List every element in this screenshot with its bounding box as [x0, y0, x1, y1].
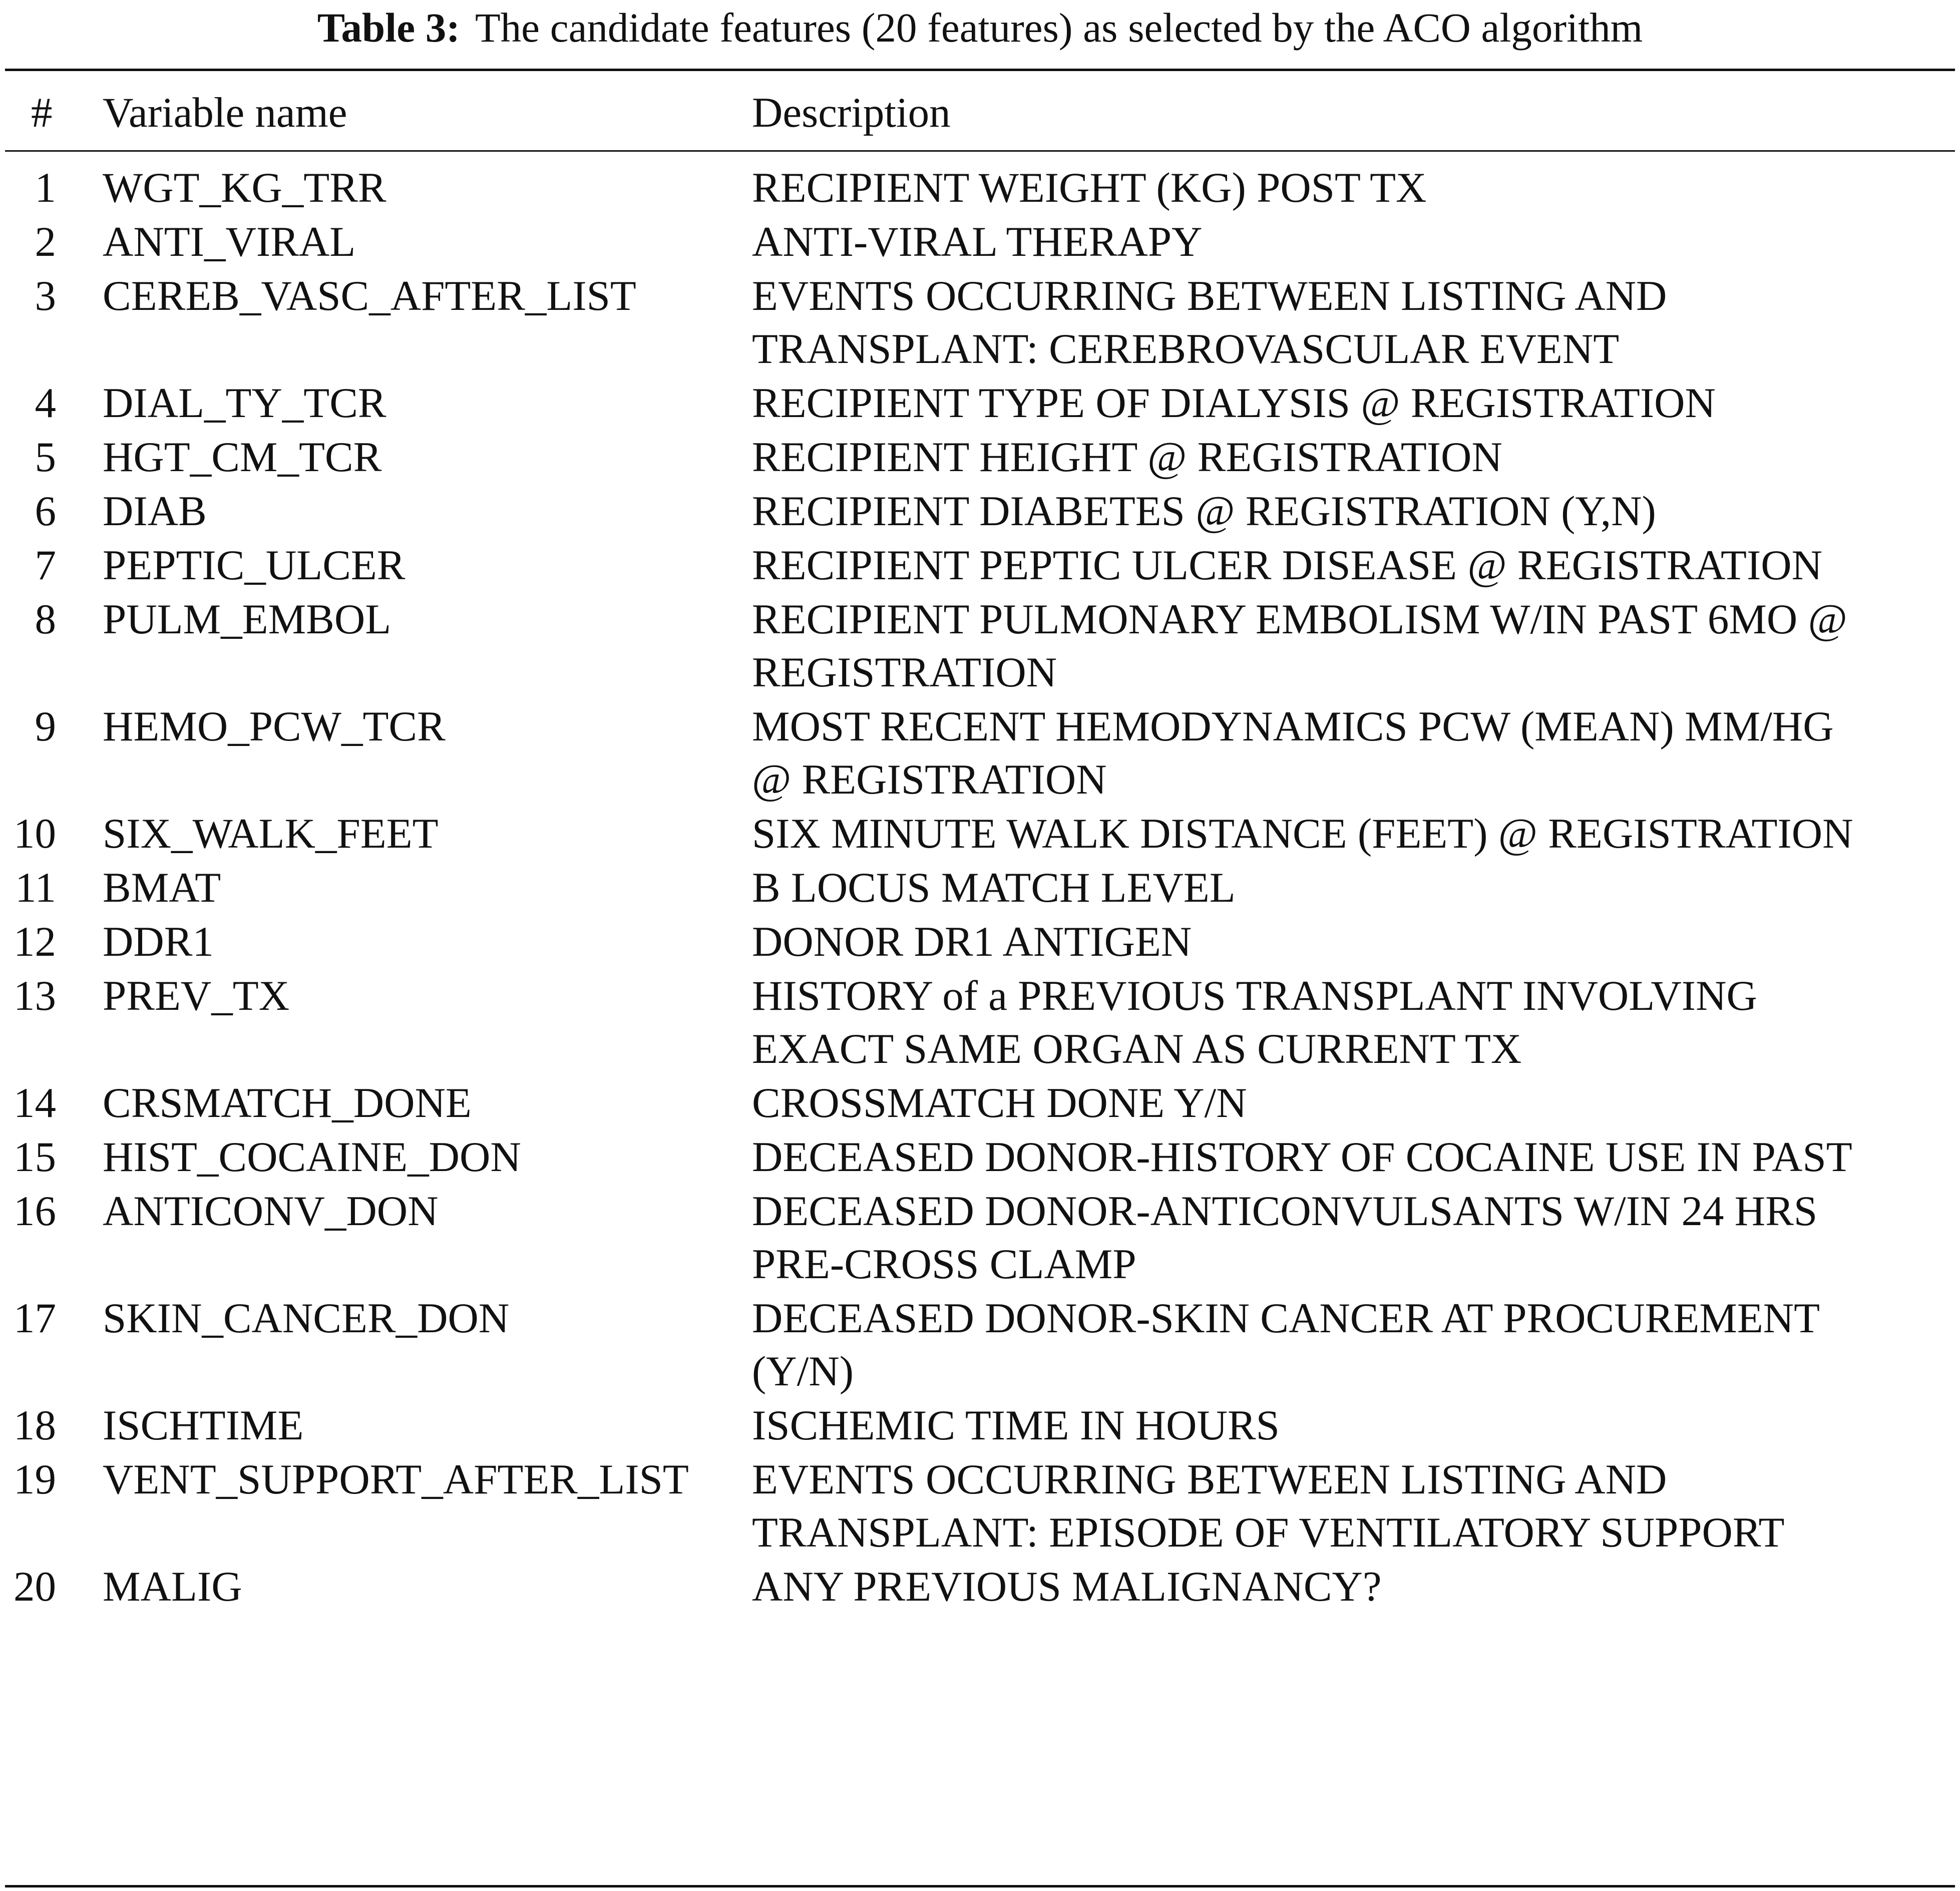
row-description-line: HISTORY of a PREVIOUS TRANSPLANT INVOLVING — [752, 972, 1757, 1019]
row-description-line: EVENTS OCCURRING BETWEEN LISTING AND — [752, 272, 1667, 319]
row-number: 15 — [14, 1133, 56, 1181]
row-description-line: (Y/N) — [752, 1348, 854, 1395]
table-row — [0, 1452, 1960, 1559]
row-description — [752, 484, 1953, 538]
row-number: 20 — [14, 1563, 56, 1610]
row-number: 2 — [35, 218, 56, 265]
row-description-line: MOST RECENT HEMODYNAMICS PCW (MEAN) MM/HG — [752, 703, 1834, 750]
row-number: 5 — [35, 434, 56, 481]
row-description — [752, 860, 1953, 914]
row-variable-name: PREV_TX — [103, 972, 290, 1019]
row-number: 10 — [14, 810, 56, 857]
row-variable-name: MALIG — [103, 1563, 242, 1610]
row-variable-name: CEREB_VASC_AFTER_LIST — [103, 272, 636, 319]
table-caption-text: The candidate features (20 features) as selected by the ACO algorithm — [475, 5, 1643, 51]
table-row — [0, 1075, 1960, 1129]
row-number: 16 — [14, 1188, 56, 1235]
row-variable-name: PEPTIC_ULCER — [103, 542, 406, 589]
row-description-line: RECIPIENT DIABETES @ REGISTRATION (Y,N) — [752, 488, 1656, 535]
row-variable-name: ANTICONV_DON — [103, 1188, 439, 1235]
row-description — [752, 1184, 1953, 1291]
row-description — [752, 1452, 1953, 1559]
row-variable-name: WGT_KG_TRR — [103, 164, 386, 211]
header-variable-name: Variable name — [103, 89, 347, 136]
row-description-line: EVENTS OCCURRING BETWEEN LISTING AND — [752, 1456, 1667, 1503]
row-description — [752, 1075, 1953, 1129]
row-number: 17 — [14, 1295, 56, 1342]
row-description-line: DECEASED DONOR-HISTORY OF COCAINE USE IN PAST — [752, 1133, 1852, 1181]
table-row — [0, 1129, 1960, 1184]
row-variable-name: BMAT — [103, 864, 221, 911]
row-variable-name: PULM_EMBOL — [103, 596, 391, 643]
table-row — [0, 914, 1960, 968]
row-description-line: RECIPIENT WEIGHT (KG) POST TX — [752, 164, 1427, 211]
table-row — [0, 806, 1960, 860]
row-variable-name: CRSMATCH_DONE — [103, 1079, 472, 1126]
table-row — [0, 375, 1960, 430]
row-description — [752, 1291, 1953, 1398]
row-number: 8 — [35, 596, 56, 643]
table-top-rule — [5, 69, 1955, 71]
row-variable-name: SKIN_CANCER_DON — [103, 1295, 510, 1342]
row-description — [752, 1398, 1953, 1452]
row-description — [752, 538, 1953, 592]
row-number: 14 — [14, 1079, 56, 1126]
table-row — [0, 1291, 1960, 1398]
row-description-line: RECIPIENT PULMONARY EMBOLISM W/IN PAST 6MO @ — [752, 596, 1847, 643]
row-description-line: RECIPIENT HEIGHT @ REGISTRATION — [752, 434, 1502, 481]
row-description-line: B LOCUS MATCH LEVEL — [752, 864, 1236, 911]
row-description-line: REGISTRATION — [752, 649, 1057, 696]
table-row — [0, 214, 1960, 268]
table-row — [0, 592, 1960, 699]
row-number: 18 — [14, 1402, 56, 1449]
table-row — [0, 268, 1960, 375]
row-number: 1 — [35, 164, 56, 211]
row-description-line: TRANSPLANT: CEREBROVASCULAR EVENT — [752, 325, 1620, 372]
row-description-line: ANY PREVIOUS MALIGNANCY? — [752, 1563, 1382, 1610]
row-description-line: RECIPIENT PEPTIC ULCER DISEASE @ REGISTRATION — [752, 542, 1823, 589]
table-bottom-rule — [5, 1885, 1955, 1887]
table-row — [0, 430, 1960, 484]
table-row — [0, 699, 1960, 806]
row-number: 3 — [35, 272, 56, 319]
row-description — [752, 430, 1953, 484]
row-description-line: SIX MINUTE WALK DISTANCE (FEET) @ REGISTRATION — [752, 810, 1853, 857]
row-description — [752, 1129, 1953, 1184]
row-description-line: RECIPIENT TYPE OF DIALYSIS @ REGISTRATION — [752, 380, 1716, 427]
row-variable-name: VENT_SUPPORT_AFTER_LIST — [103, 1456, 689, 1503]
row-description — [752, 699, 1953, 806]
table-row — [0, 484, 1960, 538]
row-description-line: DONOR DR1 ANTIGEN — [752, 918, 1192, 965]
row-description-line: @ REGISTRATION — [752, 756, 1107, 803]
table-caption-label: Table 3: — [317, 5, 460, 51]
row-description — [752, 214, 1953, 268]
row-description — [752, 1559, 1953, 1613]
table-row — [0, 1559, 1960, 1613]
row-variable-name: HIST_COCAINE_DON — [103, 1133, 521, 1181]
table-body — [0, 160, 1960, 1613]
row-variable-name: DIAB — [103, 488, 207, 535]
row-description-line: DECEASED DONOR-SKIN CANCER AT PROCUREMENT — [752, 1295, 1820, 1342]
row-variable-name: DDR1 — [103, 918, 214, 965]
table-row — [0, 1398, 1960, 1452]
row-description — [752, 914, 1953, 968]
row-number: 7 — [35, 542, 56, 589]
row-variable-name: HEMO_PCW_TCR — [103, 703, 446, 750]
row-variable-name: ISCHTIME — [103, 1402, 304, 1449]
row-description — [752, 160, 1953, 214]
row-description-line: ANTI-VIRAL THERAPY — [752, 218, 1203, 265]
row-description — [752, 268, 1953, 375]
row-description-line: EXACT SAME ORGAN AS CURRENT TX — [752, 1025, 1522, 1072]
table-row — [0, 160, 1960, 214]
row-number: 4 — [35, 380, 56, 427]
header-number: # — [31, 89, 53, 136]
table-row — [0, 968, 1960, 1075]
row-description-line: TRANSPLANT: EPISODE OF VENTILATORY SUPPORT — [752, 1509, 1785, 1556]
row-variable-name: ANTI_VIRAL — [103, 218, 356, 265]
row-number: 6 — [35, 488, 56, 535]
table-row — [0, 1184, 1960, 1291]
row-number: 11 — [15, 864, 56, 911]
row-description — [752, 375, 1953, 430]
row-description-line: DECEASED DONOR-ANTICONVULSANTS W/IN 24 HRS — [752, 1188, 1818, 1235]
table-header-rule — [5, 150, 1955, 152]
row-number: 12 — [14, 918, 56, 965]
table-row — [0, 538, 1960, 592]
row-description-line: ISCHEMIC TIME IN HOURS — [752, 1402, 1280, 1449]
row-description-line: CROSSMATCH DONE Y/N — [752, 1079, 1247, 1126]
row-number: 9 — [35, 703, 56, 750]
row-variable-name: HGT_CM_TCR — [103, 434, 382, 481]
row-variable-name: SIX_WALK_FEET — [103, 810, 439, 857]
row-description — [752, 592, 1953, 699]
table-caption — [0, 0, 1960, 55]
header-description: Description — [752, 89, 951, 136]
table-row — [0, 860, 1960, 914]
row-number: 13 — [14, 972, 56, 1019]
row-variable-name: DIAL_TY_TCR — [103, 380, 386, 427]
row-description — [752, 806, 1953, 860]
row-number: 19 — [14, 1456, 56, 1503]
row-description-line: PRE-CROSS CLAMP — [752, 1241, 1136, 1288]
row-description — [752, 968, 1953, 1075]
